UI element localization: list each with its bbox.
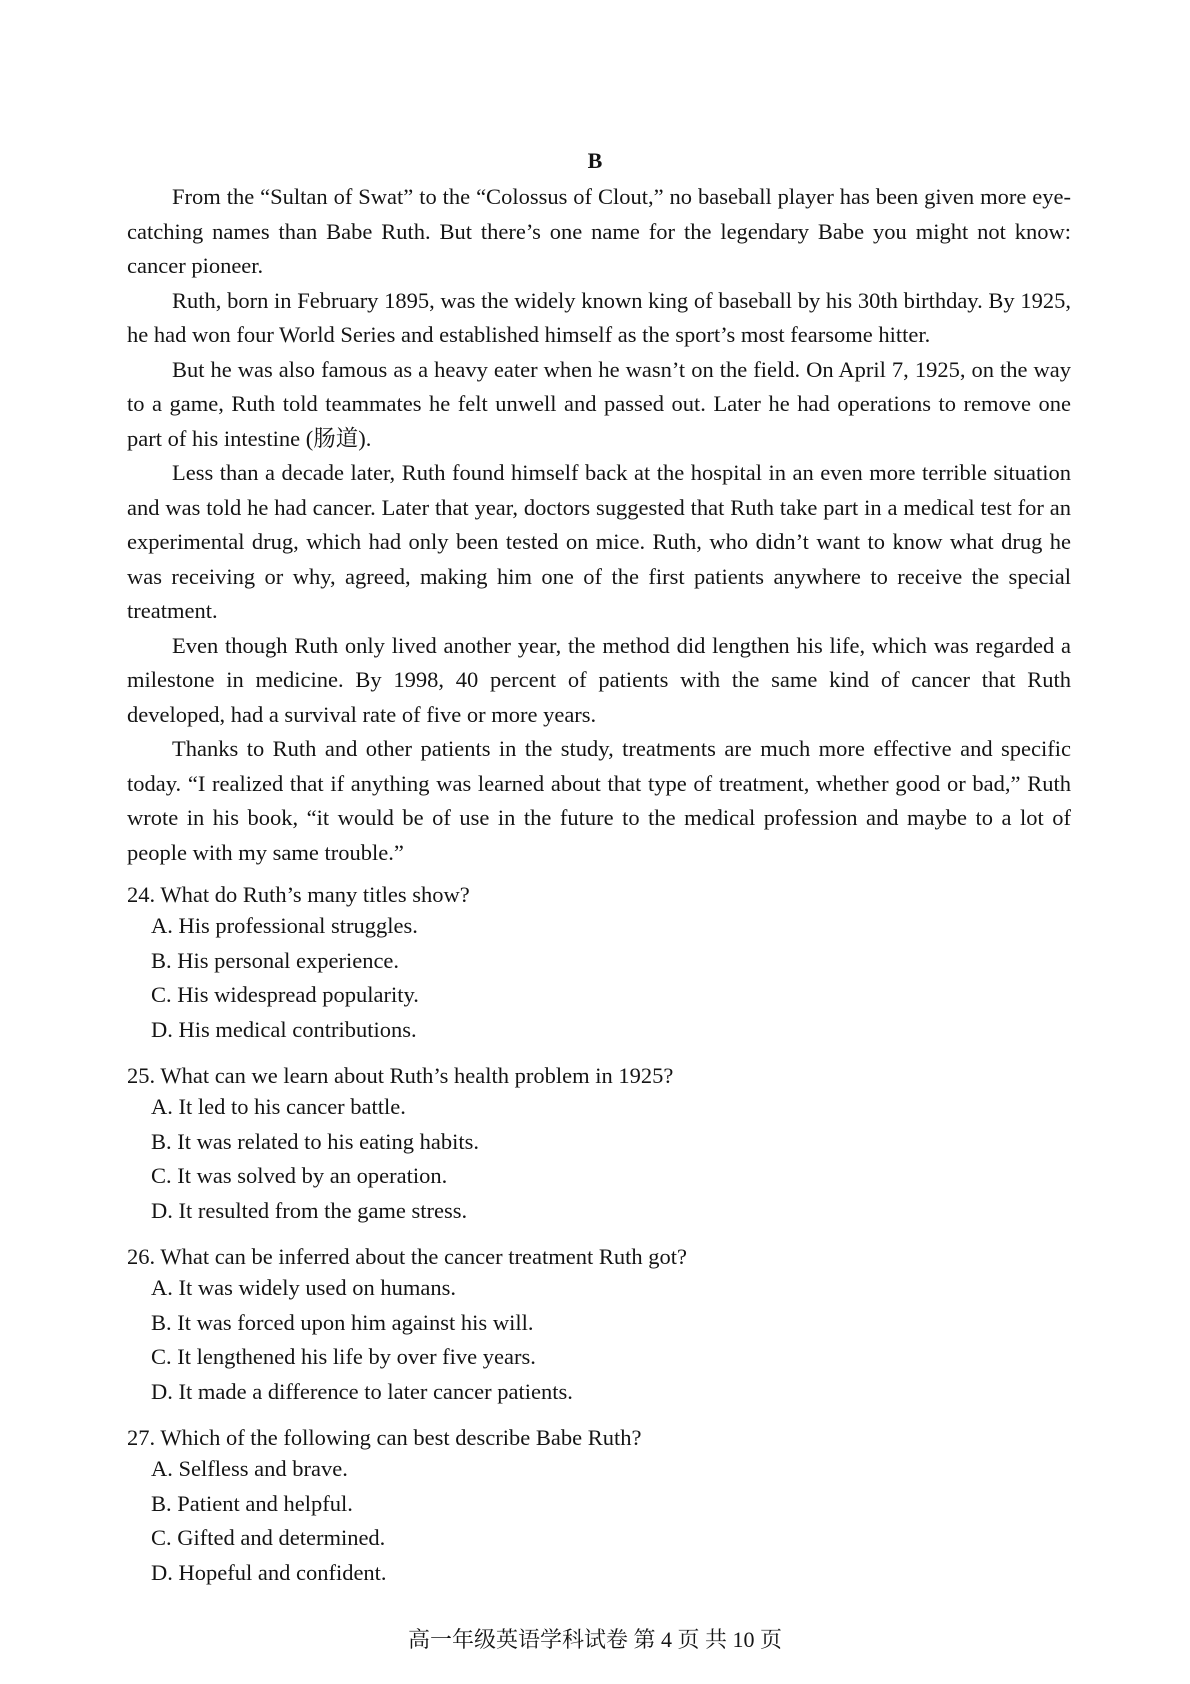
question-24 xyxy=(127,880,1071,1047)
option-d: D. His medical contributions. xyxy=(151,1016,417,1042)
question-25 xyxy=(127,1061,1071,1228)
option-a: A. Selfless and brave. xyxy=(151,1456,348,1481)
option-b: B. It was forced upon him against his will. xyxy=(151,1309,534,1335)
question-26 xyxy=(127,1242,1071,1409)
question-stem: 24. What do Ruth’s many titles show? xyxy=(127,882,470,907)
question-stem: 26. What can be inferred about the cancer treatment Ruth got? xyxy=(127,1244,687,1269)
question-list xyxy=(127,880,1071,1604)
passage-paragraph: Even though Ruth only lived another year, the method did lengthen his life, which was regarded a milestone in medicine. By 1998, 40 percent of patients with the same kind of cancer that Ruth developed, had a survival rate of five or more years. xyxy=(127,632,1071,727)
question-stem: 25. What can we learn about Ruth’s health problem in 1925? xyxy=(127,1063,674,1088)
section-title: B xyxy=(587,148,603,173)
passage-paragraph: Less than a decade later, Ruth found himself back at the hospital in an even more terrible situation and was told he had cancer. Later that year, doctors suggested that Ruth take part in a medical test for an experimental drug, which had only been tested on mice. Ruth, who didn’t want to know what drug he was receiving or why, agreed, making him one of the first patients anywhere to receive the special treatment. xyxy=(127,460,1071,623)
option-c: C. It was solved by an operation. xyxy=(151,1163,448,1188)
option-d: D. Hopeful and confident. xyxy=(151,1559,387,1585)
option-c: C. It lengthened his life by over five years. xyxy=(151,1344,536,1369)
passage-paragraph: Thanks to Ruth and other patients in the study, treatments are much more effective and specific today. “I realized that if anything was learned about that type of treatment, whether good or bad,” Ruth wrote in his book, “it would be of use in the future to the medical profession and maybe to a lot of people with my same trouble.” xyxy=(127,736,1071,865)
question-27 xyxy=(127,1423,1071,1590)
passage-paragraph: Ruth, born in February 1895, was the widely known king of baseball by his 30th birthday. By 1925, he had won four World Series and established himself as the sport’s most fearsome hitter. xyxy=(127,287,1071,347)
option-a: A. His professional struggles. xyxy=(151,913,418,938)
reading-passage xyxy=(127,180,1071,870)
option-d: D. It made a difference to later cancer patients. xyxy=(151,1378,573,1404)
option-b: B. Patient and helpful. xyxy=(151,1490,353,1516)
passage-paragraph: But he was also famous as a heavy eater when he wasn’t on the field. On April 7, 1925, on the way to a game, Ruth told teammates he felt unwell and passed out. Later he had operations to remove one part of his intestine (肠道). xyxy=(127,356,1071,451)
option-d: D. It resulted from the game stress. xyxy=(151,1197,468,1223)
question-stem: 27. Which of the following can best describe Babe Ruth? xyxy=(127,1425,642,1450)
option-b: B. It was related to his eating habits. xyxy=(151,1128,480,1154)
passage-paragraph: From the “Sultan of Swat” to the “Colossus of Clout,” no baseball player has been given more eye-catching names than Babe Ruth. But there’s one name for the legendary Babe you might not know: cancer pioneer. xyxy=(127,184,1071,278)
option-c: C. Gifted and determined. xyxy=(151,1525,386,1550)
option-c: C. His widespread popularity. xyxy=(151,982,419,1007)
page-footer: 高一年级英语学科试卷 第 4 页 共 10 页 xyxy=(407,1627,782,1652)
option-a: A. It led to his cancer battle. xyxy=(151,1094,406,1119)
option-b: B. His personal experience. xyxy=(151,947,400,973)
option-a: A. It was widely used on humans. xyxy=(151,1275,456,1300)
